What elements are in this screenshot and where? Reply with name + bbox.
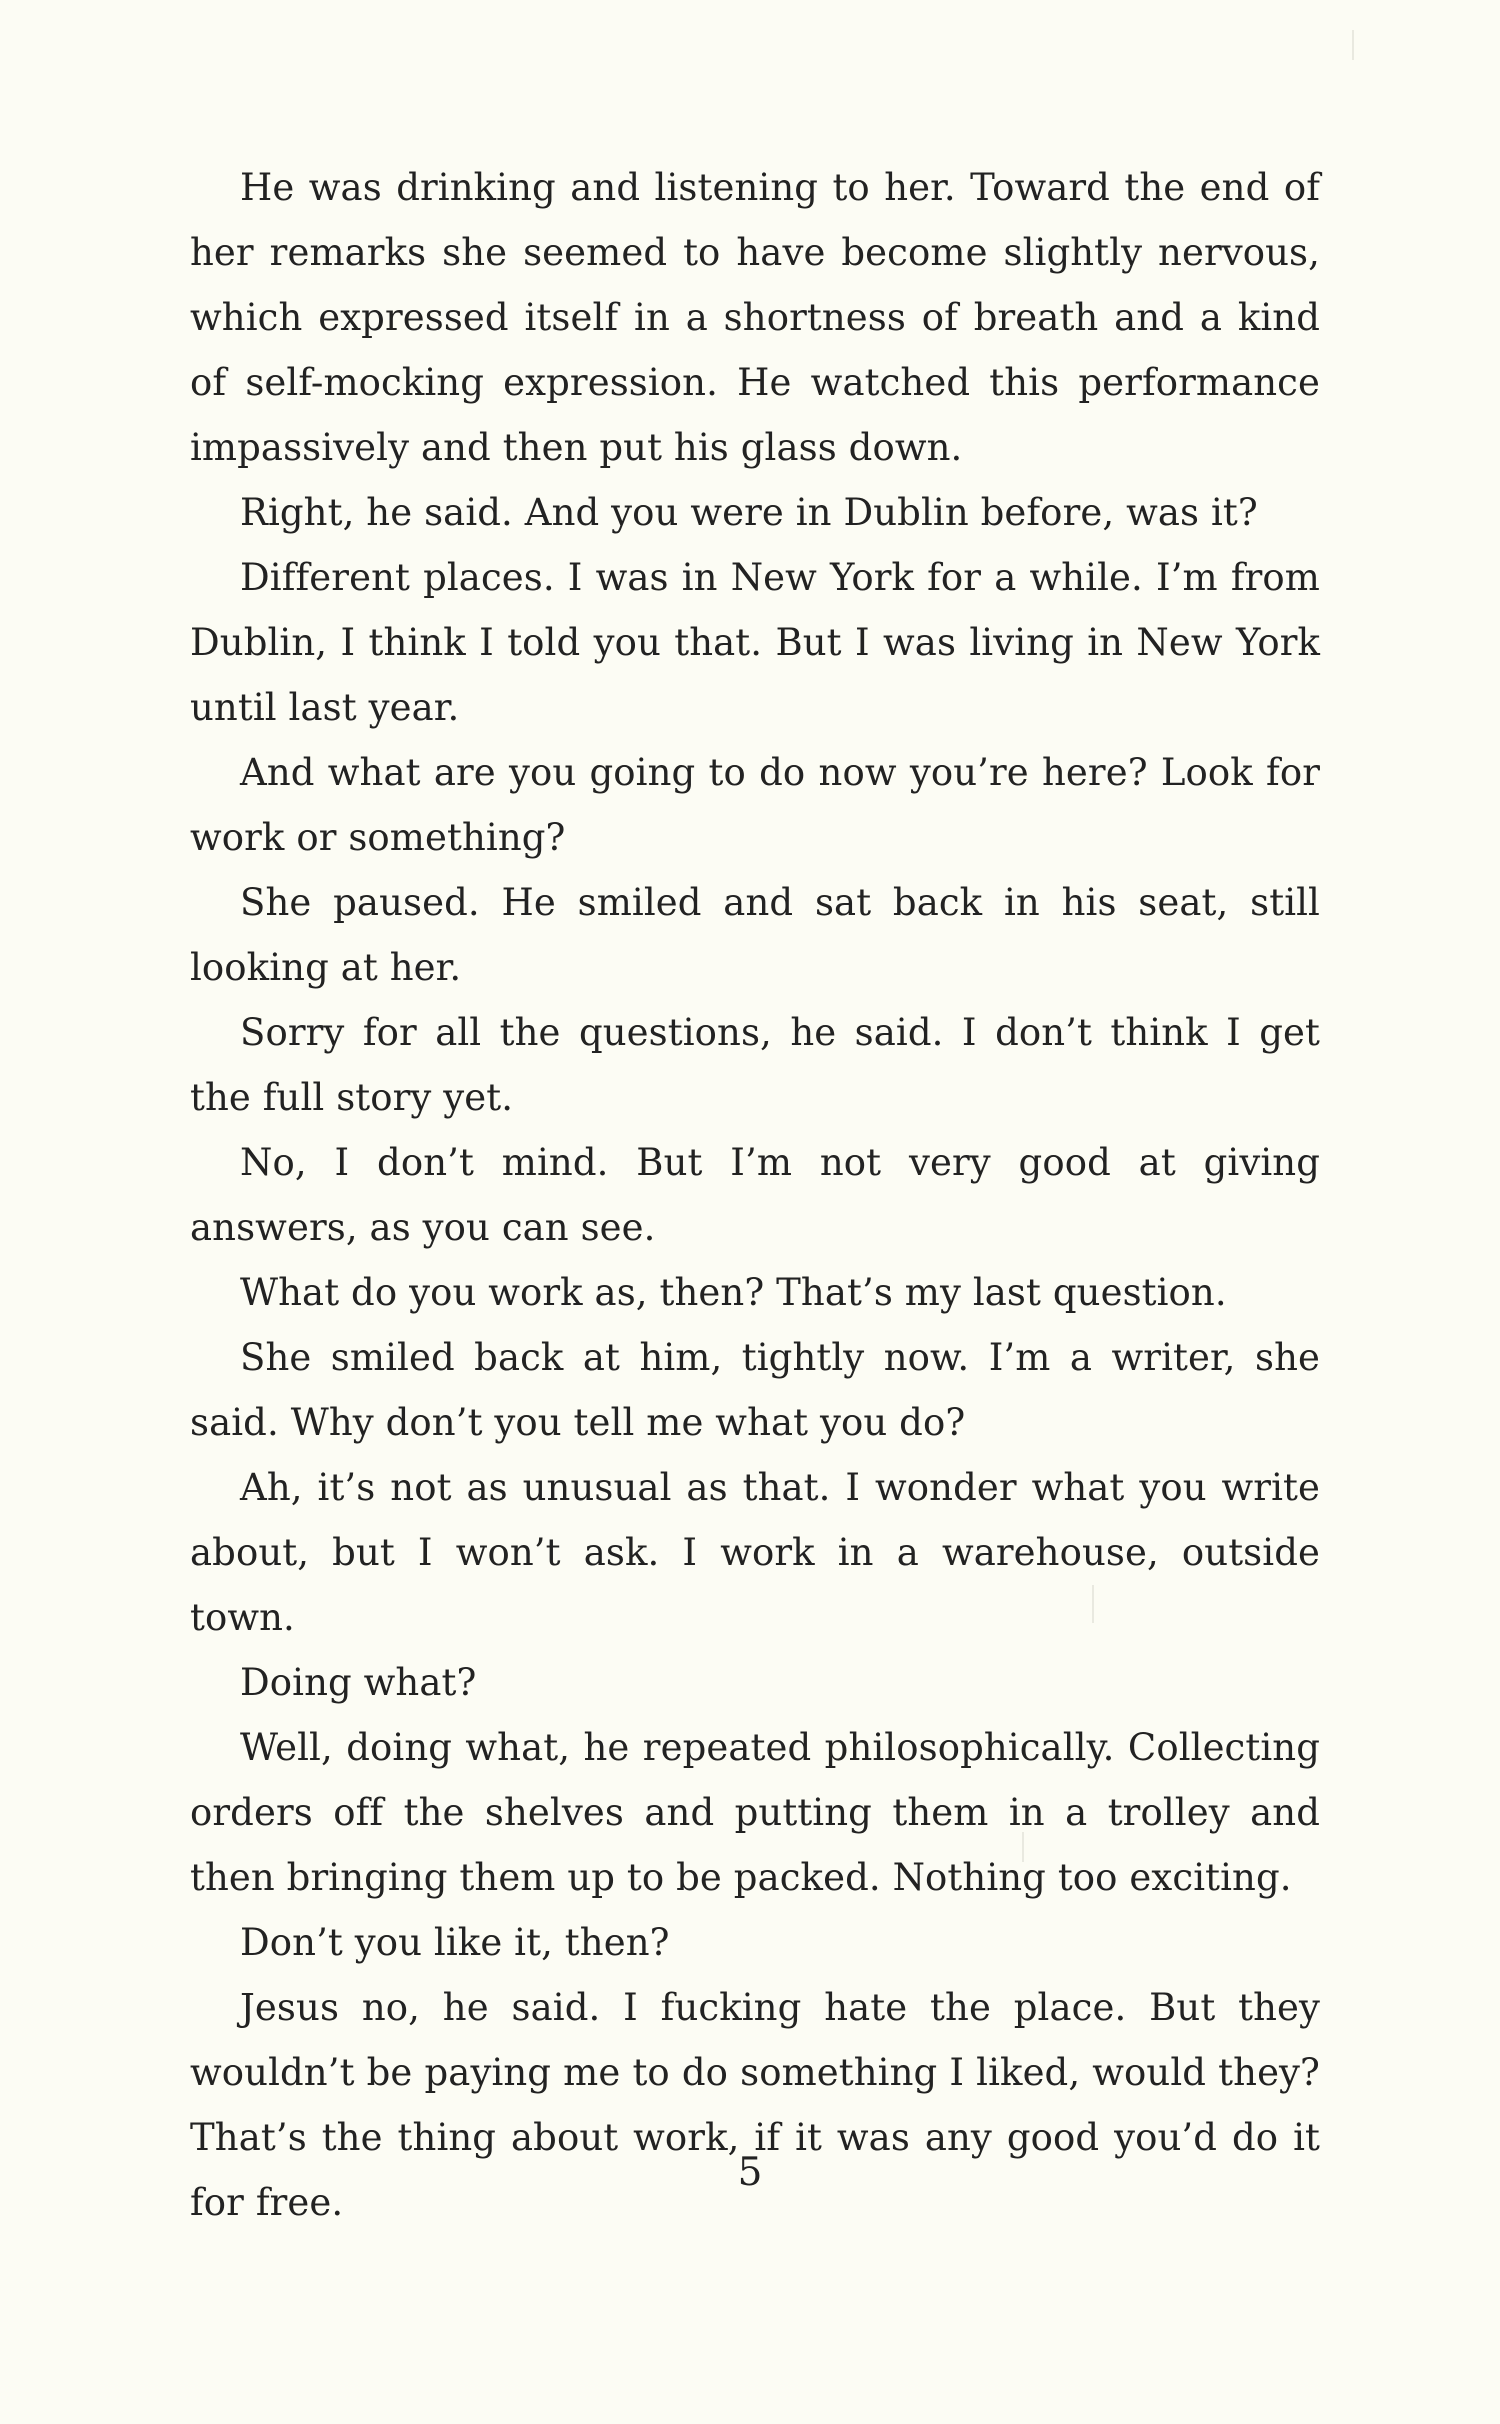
paragraph: No, I don’t mind. But I’m not very good at giving answers, as you can see. (190, 1141, 1320, 1249)
paragraph: She smiled back at him, tightly now. I’m a writer, she said. Why don’t you tell me what you do? (190, 1336, 1320, 1444)
paragraph: Ah, it’s not as unusual as that. I wonder what you write about, but I won’t ask. I work in a warehouse, outside town. (190, 1466, 1320, 1639)
page-number: 5 (737, 2150, 763, 2195)
paragraph: Right, he said. And you were in Dublin before, was it? (240, 491, 1258, 534)
paragraph: Doing what? (240, 1661, 477, 1704)
paragraph: He was drinking and listening to her. Toward the end of her remarks she seemed to have become slightly nervous, which expressed itself in a shortness of breath and a kind of self-mocking expression. He watched this performance impassively and then put his glass down. (190, 166, 1320, 469)
paragraph: She paused. He smiled and sat back in his seat, still looking at her. (190, 881, 1320, 989)
paragraph: And what are you going to do now you’re here? Look for work or something? (190, 751, 1320, 859)
paragraph: Jesus no, he said. I fucking hate the place. But they wouldn’t be paying me to do something I liked, would they? That’s the thing about work, if it was any good you’d do it for free. (190, 1986, 1320, 2224)
paragraph: Well, doing what, he repeated philosophically. Collecting orders off the shelves and putting them in a trolley and then bringing them up to be packed. Nothing too exciting. (190, 1726, 1320, 1899)
paragraph: Don’t you like it, then? (240, 1921, 670, 1964)
paragraph: What do you work as, then? That’s my last question. (240, 1271, 1227, 1314)
paragraph: Sorry for all the questions, he said. I don’t think I get the full story yet. (190, 1011, 1320, 1119)
scan-mark (1352, 30, 1354, 60)
paragraph: Different places. I was in New York for a while. I’m from Dublin, I think I told you that. But I was living in New York until last year. (190, 556, 1320, 729)
body-text (190, 155, 1320, 2235)
